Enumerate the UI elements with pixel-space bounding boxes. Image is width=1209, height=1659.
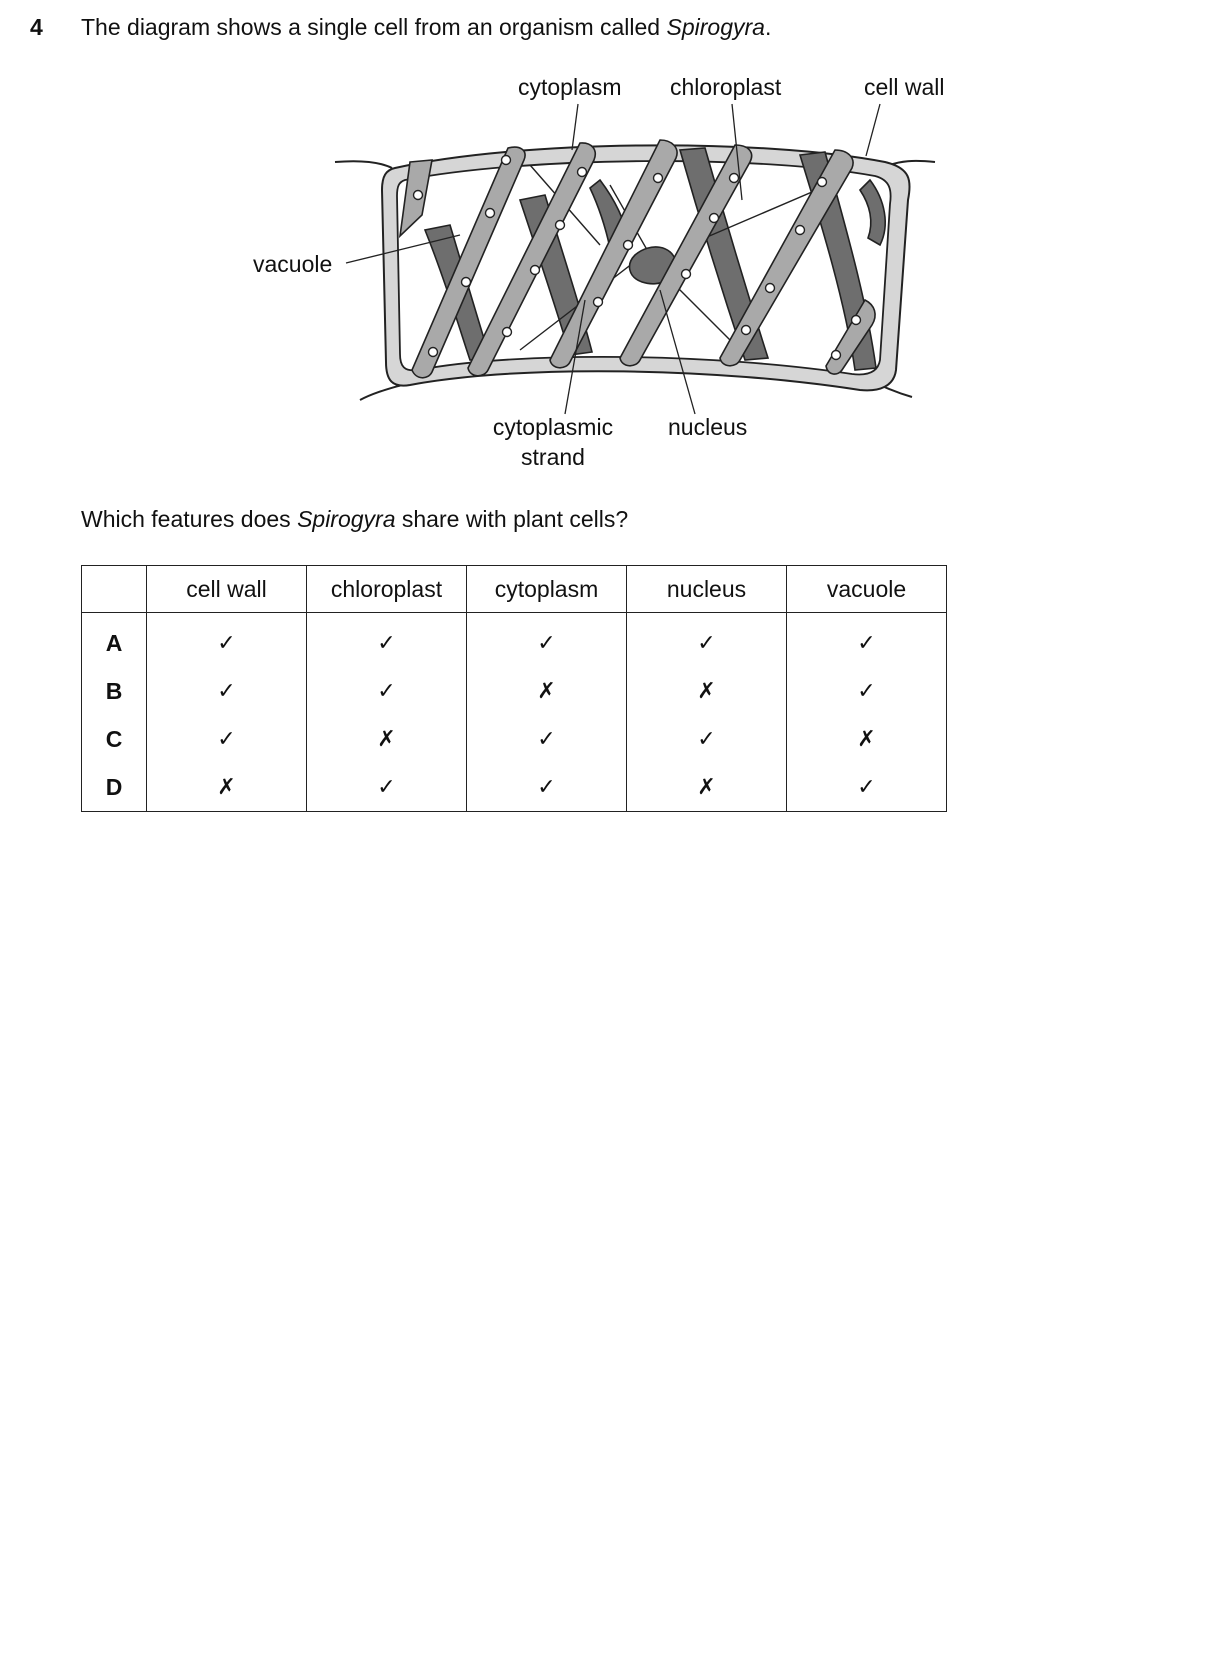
- adjacent-cell-left-outline: [335, 161, 392, 168]
- mark-cell: ✓: [307, 667, 467, 715]
- mark-cell: ✗: [307, 715, 467, 763]
- table-row: [82, 667, 947, 715]
- mark-cell: ✓: [147, 613, 307, 668]
- mark-cell: ✓: [467, 763, 627, 812]
- label-cytoplasm: cytoplasm: [518, 74, 622, 100]
- mark-cell: ✓: [627, 715, 787, 763]
- mark-cell: ✗: [627, 763, 787, 812]
- header-vacuole: vacuole: [787, 566, 947, 613]
- answer-options-table: [81, 565, 947, 812]
- mark-cell: ✓: [467, 715, 627, 763]
- prompt-text-after: share with plant cells?: [395, 506, 629, 532]
- option-key: C: [82, 715, 147, 763]
- label-cell-wall: cell wall: [864, 74, 945, 100]
- mark-cell: ✓: [787, 667, 947, 715]
- header-nucleus: nucleus: [627, 566, 787, 613]
- adjacent-cell-left-outline-bottom: [360, 384, 405, 400]
- mark-cell: ✓: [787, 763, 947, 812]
- mark-cell: ✓: [307, 613, 467, 668]
- label-cytoplasmic-strand-line2: strand: [521, 444, 585, 470]
- table-row: [82, 613, 947, 668]
- prompt-text-before: Which features does: [81, 506, 298, 532]
- option-key: D: [82, 763, 147, 812]
- header-cytoplasm: cytoplasm: [467, 566, 627, 613]
- mark-cell: ✓: [467, 613, 627, 668]
- mark-cell: ✓: [147, 715, 307, 763]
- option-key: A: [82, 613, 147, 668]
- stem-text-after: .: [764, 14, 772, 40]
- stem-text-before: The diagram shows a single cell from an organism called: [81, 14, 667, 40]
- mark-cell: ✓: [787, 613, 947, 668]
- mark-cell: ✓: [627, 613, 787, 668]
- header-blank-cell: [82, 566, 147, 613]
- mark-cell: ✓: [147, 667, 307, 715]
- prompt-organism-name: Spirogyra: [297, 506, 396, 532]
- question-number: 4: [30, 14, 43, 40]
- option-key: B: [82, 667, 147, 715]
- table-header-row: [82, 566, 947, 613]
- mark-cell: ✓: [307, 763, 467, 812]
- header-cell-wall: cell wall: [147, 566, 307, 613]
- header-chloroplast: chloroplast: [307, 566, 467, 613]
- spirogyra-diagram: [0, 0, 1209, 480]
- mark-cell: ✗: [147, 763, 307, 812]
- stem-organism-name: Spirogyra: [666, 14, 765, 40]
- label-chloroplast: chloroplast: [670, 74, 782, 100]
- mark-cell: ✗: [627, 667, 787, 715]
- mark-cell: ✗: [787, 715, 947, 763]
- label-cytoplasmic-strand-line1: cytoplasmic: [492, 414, 614, 440]
- label-cytoplasmic-strand: [487, 412, 619, 472]
- mark-cell: ✗: [467, 667, 627, 715]
- label-nucleus: nucleus: [668, 414, 748, 440]
- question-prompt: [81, 506, 628, 533]
- label-vacuole: vacuole: [253, 251, 333, 277]
- table-row: [82, 715, 947, 763]
- table-row: [82, 763, 947, 812]
